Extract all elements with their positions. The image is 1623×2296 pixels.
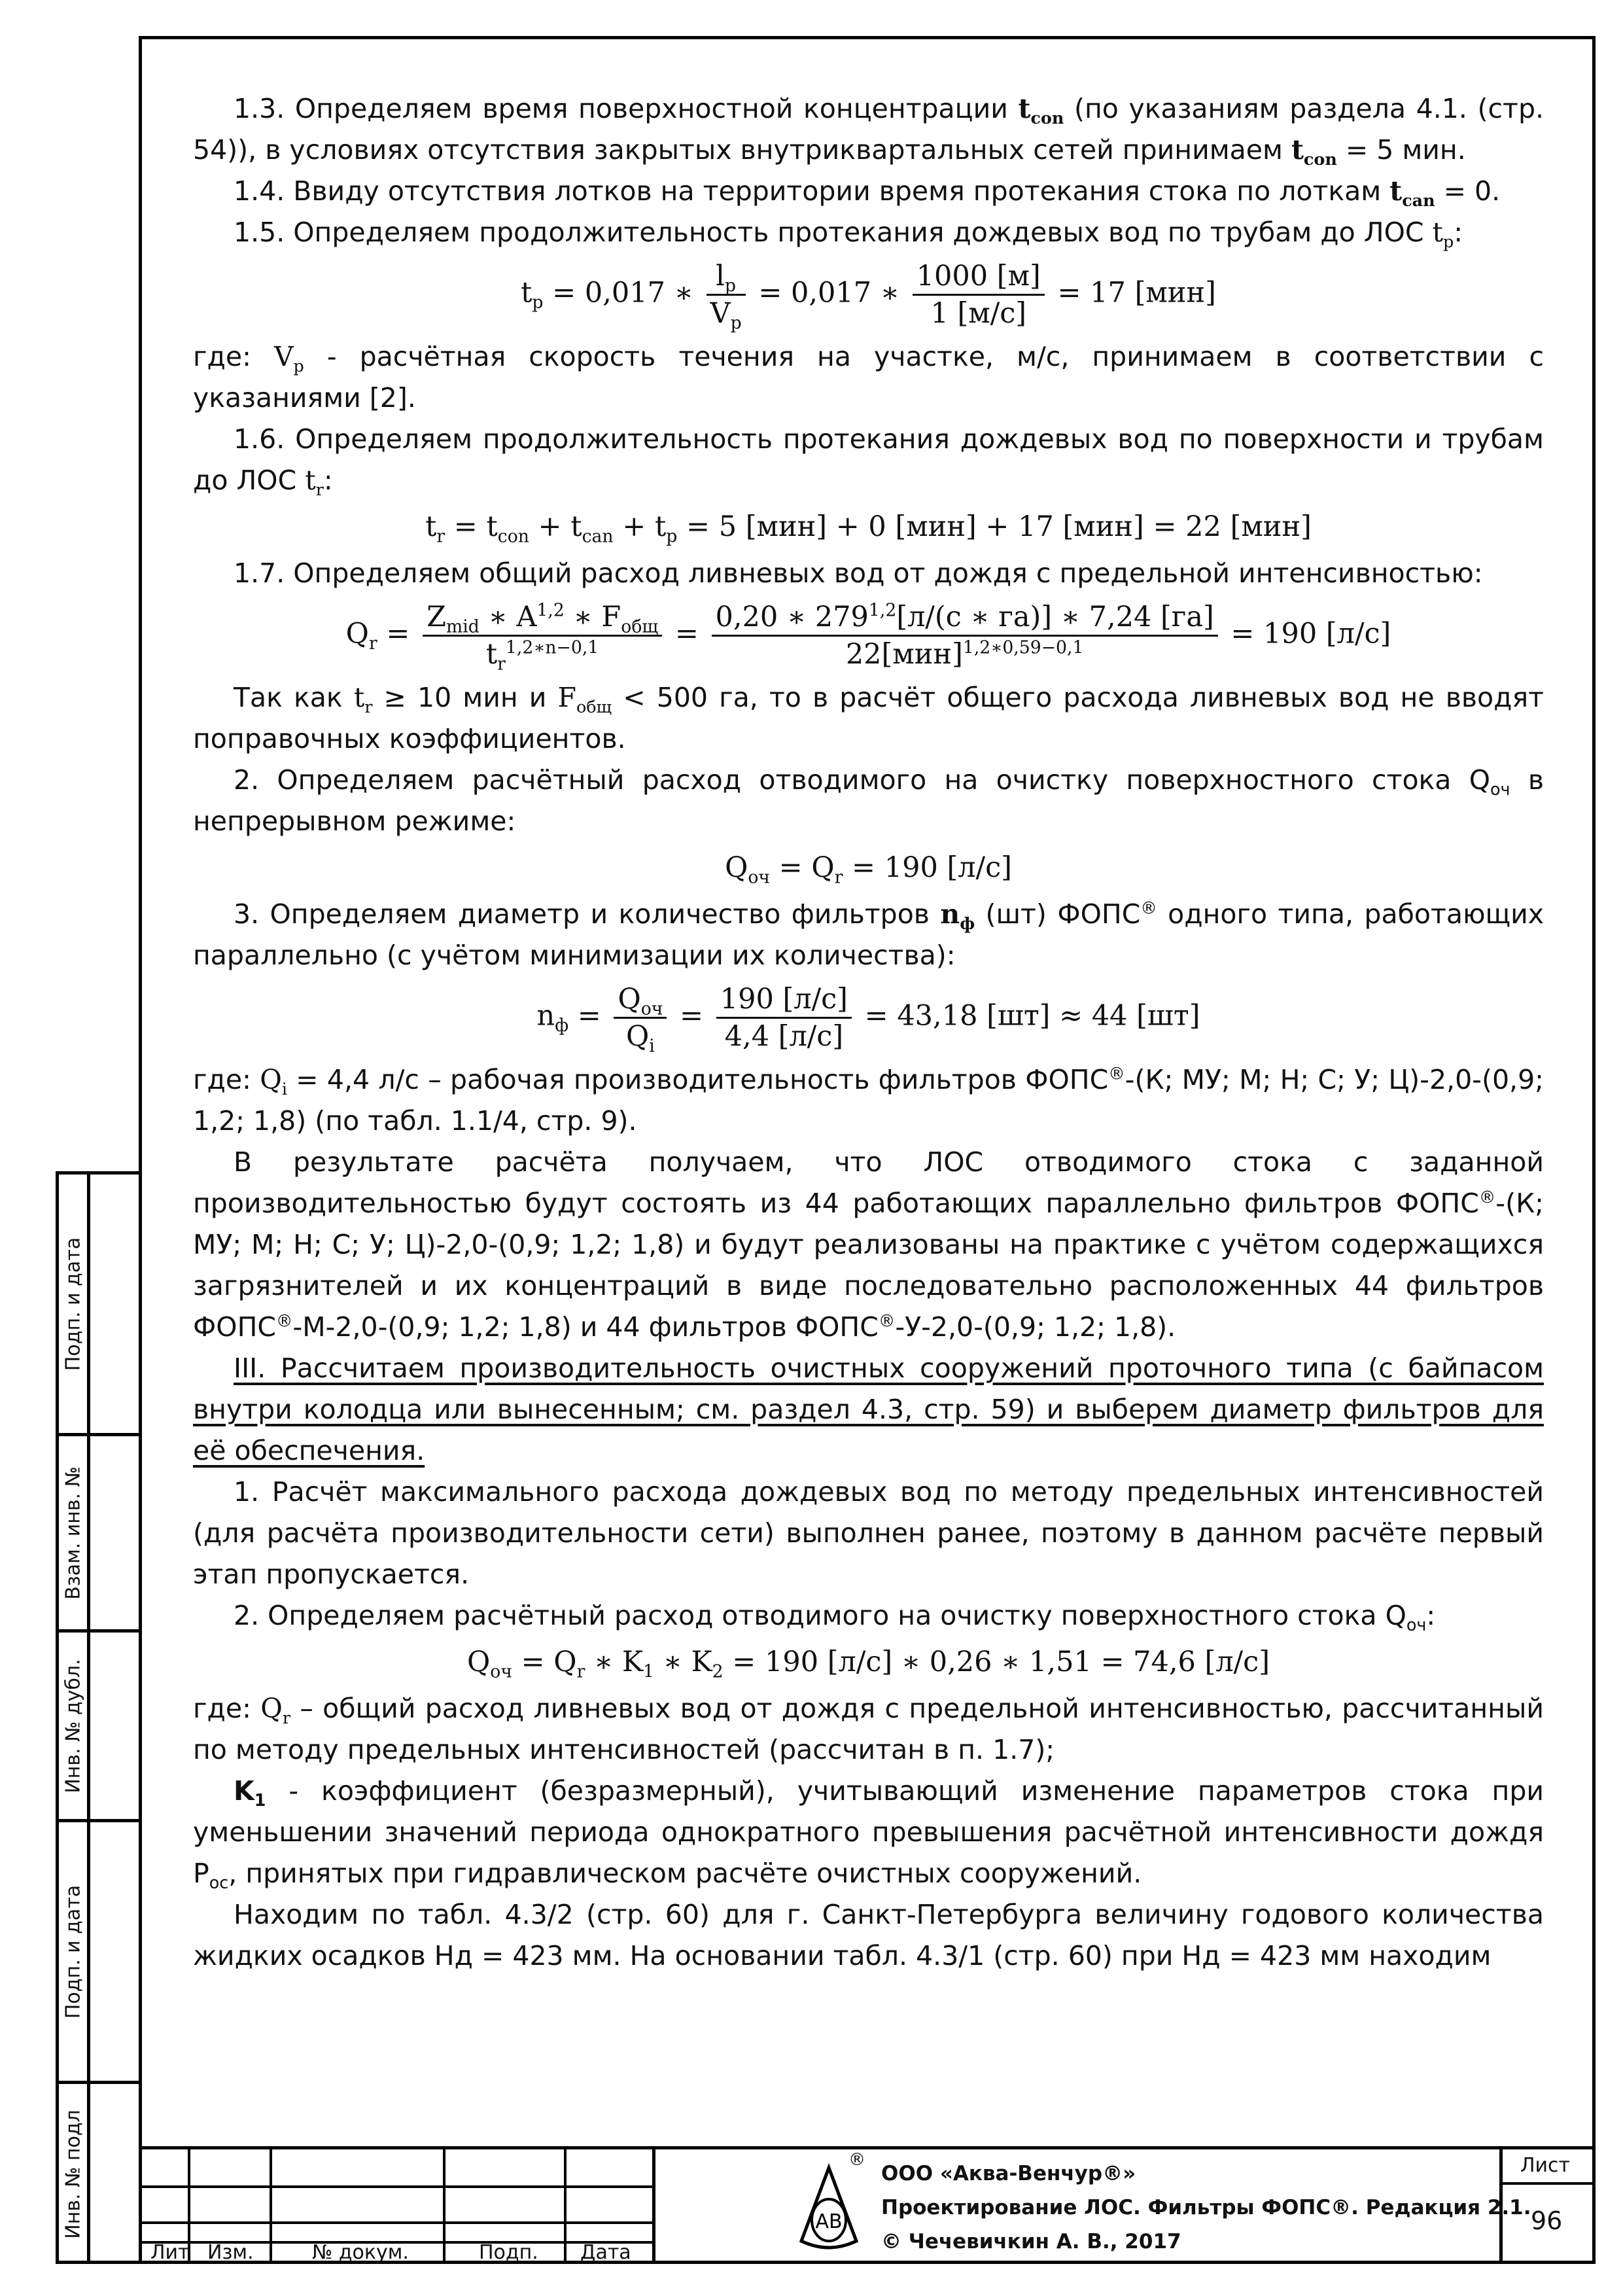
- text: одного типа, работающих параллельно (с учётом минимизации их количества):: [193, 898, 1544, 971]
- denominator: 4,4 [л/с]: [724, 1020, 844, 1053]
- text: 2. Определяем расчётный расход отводимого на очистку поверхностного стока: [234, 764, 1452, 796]
- eq-text: = 5 [мин] + 0 [мин] + 17 [мин] = 22 [мин]: [677, 510, 1312, 543]
- text: Так как: [234, 682, 343, 713]
- section-iii-heading: III. Рассчитаем производительность очистных сооружений проточного типа (с байпасом внутри колодца или вынесенным; см. раздел 4.3, стр. 59) и выберем диаметр фильтров для её обеспечения.: [193, 1352, 1544, 1466]
- text: где:: [193, 341, 274, 372]
- numerator: l: [716, 260, 725, 292]
- fraction: [716, 981, 852, 1054]
- denominator: 22[мин]: [845, 638, 963, 671]
- equation-tr: $t_r = t_{con} + t_{can} + t_p = 5$ [мин] + 0 [мин] + 17 [мин] = 22 [мин]: [425, 510, 1312, 547]
- text: (шт) ФОПС: [975, 898, 1141, 930]
- stamp-cell: [59, 1436, 139, 1633]
- text: В результате расчёта получаем, что ЛОС отводимого стока с заданной производительностью будут состоять из 44 работающих параллельно фильтров ФОПС: [193, 1146, 1544, 1219]
- text: 1.7. Определяем общий расход ливневых вод от дождя с предельной интенсивностью:: [234, 557, 1483, 589]
- col-doc-number: № докум.: [312, 2241, 409, 2264]
- paragraph-1-5: 1.5. Определяем продолжительность протекания дождевых вод по трубам до ЛОС $t_p$:: [234, 217, 1463, 252]
- text: 1.6. Определяем продолжительность протекания дождевых вод по поверхности и трубам до ЛОС: [193, 423, 1544, 496]
- document-title: Проектирование ЛОС. Фильтры ФОПС®. Редакция 2.1.: [881, 2196, 1531, 2219]
- eq-text: t: [521, 276, 532, 309]
- paragraph-iii-2: 2. Определяем расчётный расход отводимого на очистку поверхностного стока $Q_{оч}$:: [234, 1600, 1436, 1635]
- where-vp: где: $V_p$ - расчётная скорость течения на участке, м/с, принимаем в соответствии с указаниями [2].: [193, 341, 1544, 414]
- paragraph-1-7: [193, 553, 1544, 594]
- stamp-label: Инв. № дубл.: [61, 1658, 84, 1793]
- equation-tp: $t_p = 0,017$ ∗ $\frac{l_p}{V_p}$ = 0,017 ∗ $\frac{1000 [м]}{1 [м/с]}$ = 17 [мин]: [521, 260, 1216, 334]
- eq-text: = 0,017 ∗: [758, 276, 909, 309]
- stamp-label: Взам. инв. №: [61, 1466, 84, 1600]
- text: < 500 га, то в расчёт общего расхода ливневых вод не вводят поправочных коэффициентов.: [193, 682, 1544, 754]
- sheet-label: Лист: [1520, 2154, 1571, 2177]
- paragraph-3: 3. Определяем диаметр и количество фильтров $n_ф$ (шт) ФОПС® одного типа, работающих параллельно (с учётом минимизации их количества):: [193, 898, 1544, 971]
- denominator: 1 [м/с]: [930, 297, 1027, 330]
- eq-text: = 190 [л/с] ∗ 0,26 ∗ 1,51 = 74,6 [л/с]: [723, 1646, 1270, 1678]
- text: , принятых при гидравлическом расчёте очистных сооружений.: [228, 1858, 1142, 1889]
- text: 1.5. Определяем продолжительность протекания дождевых вод по трубам до ЛОС: [234, 217, 1424, 248]
- copyright: © Чечевичкин А. В., 2017: [881, 2230, 1181, 2253]
- text: = 0.: [1435, 175, 1501, 207]
- company-name: ООО «Аква-Венчур®»: [881, 2162, 1136, 2185]
- eq-text: = 43,18 [шт] ≈ 44 [шт]: [864, 999, 1200, 1033]
- numerator: 0,20 ∗ 279: [715, 601, 869, 633]
- equation-qr: $Q_r$ = $\frac{Z_{mid} ∗ A^{1,2} ∗ F_{общ}}{t_r^{1,2∗n-0,1}}$ = $\frac{0,20 ∗ 279^{1,2}[л/(с ∗ га)] ∗ 7,24 [га]}{22[мин]^{1,2∗0,59-0,1}}$ = 190 [л/с]: [345, 600, 1391, 675]
- eq-text: = 0,017 ∗: [552, 276, 703, 309]
- text: 1.4. Ввиду отсутствия лотков на территории время протекания стока по лоткам: [234, 175, 1382, 207]
- logo-letters: АВ: [815, 2210, 843, 2233]
- stamp-label: Инв. № подл: [61, 2109, 84, 2239]
- title-block: [139, 2146, 1596, 2264]
- paragraph-iii-1: 1. Расчёт максимального расхода дождевых вод по методу предельных интенсивностей (для расчёта производительности сети) выполнен ранее, поэтому в данном расчёте первый этап пропускается.: [193, 1476, 1544, 1590]
- fraction: $\frac{l_p}{V_p}$: [707, 258, 746, 331]
- text: - расчётная скорость течения на участке, м/с, принимаем в соответствии с указаниями [2].: [193, 341, 1544, 414]
- side-stamp: [56, 1171, 139, 2264]
- numerator: ∗ F: [564, 601, 621, 633]
- stamp-cell: [59, 1174, 139, 1436]
- text: 2. Определяем расчётный расход отводимого на очистку поверхностного стока: [234, 1600, 1377, 1631]
- eq-text: = 190 [л/с]: [1230, 617, 1391, 650]
- fraction: [913, 258, 1045, 331]
- numerator: 190 [л/с]: [716, 981, 852, 1019]
- text: ≥ 10 мин и: [372, 682, 558, 713]
- text: -М-2,0-(0,9; 1,2; 1,8) и 44 фильтров ФОПС: [292, 1311, 879, 1343]
- stamp-cell: [59, 1822, 139, 2084]
- numerator: Q: [618, 983, 641, 1016]
- col-lit: Лит: [150, 2241, 190, 2264]
- fraction: $\frac{0,20 ∗ 279^{1,2}[л/(с ∗ га)] ∗ 7,24 [га]}{22[мин]^{1,2∗0,59-0,1}}$: [712, 599, 1218, 672]
- text: -(К; МУ; М; Н; С; У; Ц)-2,0-(0,9; 1,2; 1,8) и будут реализованы на практике с учётом содержащихся загрязнителей и их концентраций в виде последовательно расположенных 44 фильтров ФОПС: [193, 1188, 1544, 1343]
- symbol: t: [1018, 93, 1031, 124]
- col-signature: Подп.: [479, 2241, 538, 2264]
- text: -У-2,0-(0,9; 1,2; 1,8).: [895, 1311, 1176, 1343]
- equation-qoch: $Q_{оч} = Q_r = 190$ [л/с]: [725, 851, 1012, 888]
- text: 3. Определяем диаметр и количество фильтров: [234, 898, 930, 930]
- stamp-label: Подп. и дата: [61, 1884, 84, 2019]
- fraction: $\frac{Q_{оч}}{Q_i}$: [614, 981, 667, 1054]
- paragraph-last: Находим по табл. 4.3/2 (стр. 60) для г. Санкт-Петербурга величину годового количества жидких осадков Hд = 423 мм. На основании табл. 4.3/1 (стр. 60) при Hд = 423 мм находим: [193, 1899, 1544, 1971]
- text: = 5 мин.: [1336, 134, 1466, 166]
- text: -(К; МУ; М; Н; С; У; Ц)-2,0-(0,9; 1,2; 1,8) (по табл. 1.1/4, стр. 9).: [193, 1064, 1544, 1137]
- subscript: con: [1030, 108, 1064, 128]
- paragraph-2: 2. Определяем расчётный расход отводимого на очистку поверхностного стока $Q_{оч}$ в непрерывном режиме:: [193, 764, 1544, 837]
- where-qr: где: $Q_r$ – общий расход ливневых вод от дождя с предельной интенсивностью, рассчитанный по методу предельных интенсивностей (рассчитан в п. 1.7);: [193, 1693, 1544, 1765]
- col-date: Дата: [580, 2241, 631, 2264]
- numerator: Z: [427, 601, 446, 633]
- subscript: can: [1402, 190, 1435, 211]
- paragraph-k1: $K_1$ - коэффициент (безразмерный), учитывающий изменение параметров стока при уменьшении значений периода однократного превышения расчётной интенсивности дождя $P_{ос}$, принятых при гидравлическом расчёте очистных сооружений.: [193, 1775, 1544, 1893]
- col-izm: Изм.: [207, 2241, 254, 2264]
- equation-nf: $n_ф$ = $\frac{Q_{оч}}{Q_i}$ = $\frac{190 [л/с]}{4,4 [л/с]}$ = 43,18 [шт] ≈ 44 [шт]: [536, 983, 1200, 1057]
- paragraph-tak: Так как $t_r \ge 10$ мин и $F_{общ} < 500$ га, то в расчёт общего расхода ливневых вод не вводят поправочных коэффициентов.: [193, 682, 1544, 754]
- text: – общий расход ливневых вод от дождя с предельной интенсивностью, рассчитанный по методу предельных интенсивностей (рассчитан в п. 1.7);: [193, 1693, 1544, 1765]
- numerator: ∗ A: [479, 601, 537, 633]
- stamp-cell: [59, 2084, 139, 2264]
- paragraph-1-3: 1.3. Определяем время поверхностной концентрации $t_{con}$ (по указаниям раздела 4.1. (стр. 54)), в условиях отсутствия закрытых внутриквартальных сетей принимаем $t_{con} = 5$ мин.: [193, 93, 1544, 169]
- numerator: 1000 [м]: [913, 258, 1045, 296]
- paragraph-result: В результате расчёта получаем, что ЛОС отводимого стока с заданной производительностью будут состоять из 44 работающих параллельно фильтров ФОПС®-(К; МУ; М; Н; С; У; Ц)-2,0-(0,9; 1,2; 1,8) и будут реализованы на практике с учётом содержащихся загрязнителей и их концентраций в виде последовательно расположенных 44 фильтров ФОПС®-М-2,0-(0,9; 1,2; 1,8) и 44 фильтров ФОПС®-У-2,0-(0,9; 1,2; 1,8).: [193, 1146, 1544, 1343]
- equation-q2: $Q_{оч} = Q_r$ ∗ $K_1$ ∗ $K_2 = 190$ [л/с] ∗ 0,26 ∗ 1,51 = 74,6 [л/с]: [467, 1646, 1270, 1682]
- text: в непрерывном режиме:: [193, 764, 1544, 837]
- text: (по указаниям раздела 4.1. (стр. 54)), в условиях отсутствия закрытых внутриквартальных сетей принимаем: [193, 93, 1544, 166]
- document-body: [193, 88, 1544, 1977]
- eq-text: = 190 [л/с]: [843, 851, 1012, 884]
- where-qi: где: $Q_i = 4,4$ л/с – рабочая производительность фильтров ФОПС®-(К; МУ; М; Н; С; У; Ц)-2,0-(0,9; 1,2; 1,8) (по табл. 1.1/4, стр. 9).: [193, 1063, 1544, 1137]
- sheet-number: 96: [1531, 2206, 1563, 2235]
- text: 1.3. Определяем время поверхностной концентрации: [234, 93, 1008, 124]
- registered-mark: ®: [848, 2150, 865, 2170]
- paragraph-1-4: 1.4. Ввиду отсутствия лотков на территории время протекания стока по лоткам $t_{can} = 0$.: [234, 175, 1501, 211]
- stamp-label: Подп. и дата: [61, 1237, 84, 1371]
- numerator: [л/(с ∗ га)] ∗ 7,24 [га]: [896, 601, 1214, 633]
- company-logo-icon: [796, 2163, 862, 2251]
- fraction: $\frac{Z_{mid} ∗ A^{1,2} ∗ F_{общ}}{t_r^{1,2∗n-0,1}}$: [423, 599, 662, 672]
- text: - коэффициент (безразмерный), учитывающий изменение параметров стока при уменьшении значений периода однократного превышения расчётной интенсивности дождя: [193, 1775, 1544, 1848]
- eq-text: = t: [453, 510, 498, 543]
- paragraph-1-6: 1.6. Определяем продолжительность протекания дождевых вод по поверхности и трубам до ЛОС $t_r$:: [193, 423, 1544, 500]
- text: = 4,4 л/с – рабочая производительность фильтров ФОПС: [287, 1064, 1109, 1095]
- stamp-cell: [59, 1633, 139, 1822]
- denominator: V: [710, 297, 731, 330]
- eq-text: = 17 [мин]: [1057, 276, 1216, 309]
